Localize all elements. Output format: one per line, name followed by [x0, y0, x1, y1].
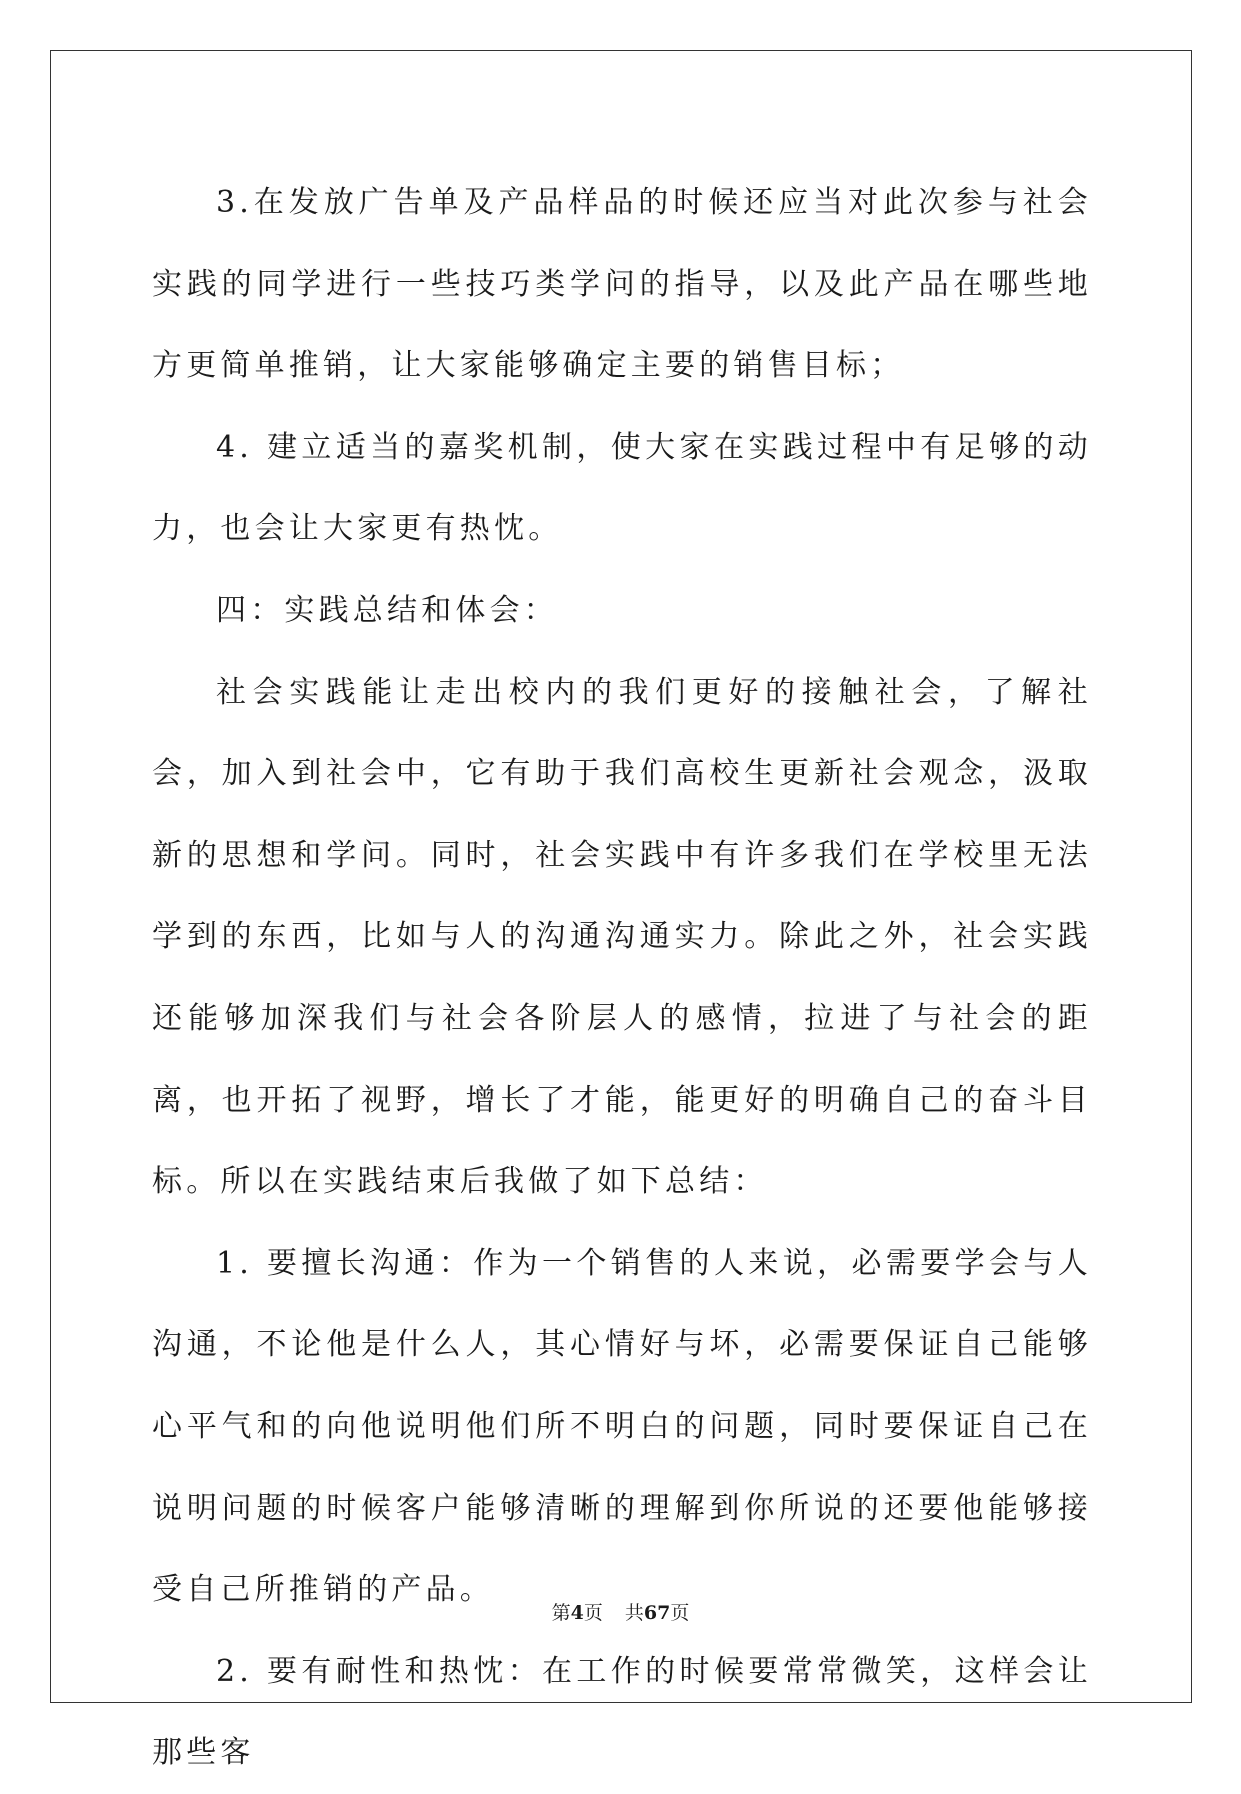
page-suffix: 页 [583, 1602, 603, 1624]
page-prefix: 第 [551, 1602, 571, 1624]
total-prefix: 共 [624, 1602, 644, 1624]
total-suffix: 页 [670, 1602, 690, 1624]
paragraph-item-3: 3.在发放广告单及产品样品的时候还应当对此次参与社会实践的同学进行一些技巧类学问的指导，以及此产品在哪些地方更简单推销，让大家能够确定主要的销售目标； [152, 185, 1092, 384]
page-number: 4 [570, 1602, 584, 1624]
paragraph-point-1: 1. 要擅长沟通：作为一个销售的人来说，必需要学会与人沟通，不论他是什么人，其心情好与坏，必需要保证自己能够心平气和的向他说明他们所不明白的问题，同时要保证自己在说明问题的时候客户能够清晰的理解到你所说的还要他能够接受自己所推销的产品。 [152, 1245, 1092, 1608]
total-pages: 67 [643, 1602, 671, 1624]
paragraph-point-2: 2. 要有耐性和热忱：在工作的时候要常常微笑，这样会让那些客 [152, 1653, 1092, 1771]
paragraph-item-4: 4. 建立适当的嘉奖机制，使大家在实践过程中有足够的动力，也会让大家更有热忱。 [152, 429, 1092, 547]
page-footer [0, 1598, 1241, 1625]
document-body [152, 162, 1092, 1794]
paragraph-summary-intro: 社会实践能让走出校内的我们更好的接触社会，了解社会，加入到社会中，它有助于我们高校生更新社会观念，汲取新的思想和学问。同时，社会实践中有许多我们在学校里无法学到的东西，比如与人的沟通沟通实力。除此之外，社会实践还能够加深我们与社会各阶层人的感情，拉进了与社会的距离，也开拓了视野，增长了才能，能更好的明确自己的奋斗目标。所以在实践结束后我做了如下总结： [152, 674, 1092, 1200]
section-heading-summary: 四：实践总结和体会： [216, 592, 558, 628]
